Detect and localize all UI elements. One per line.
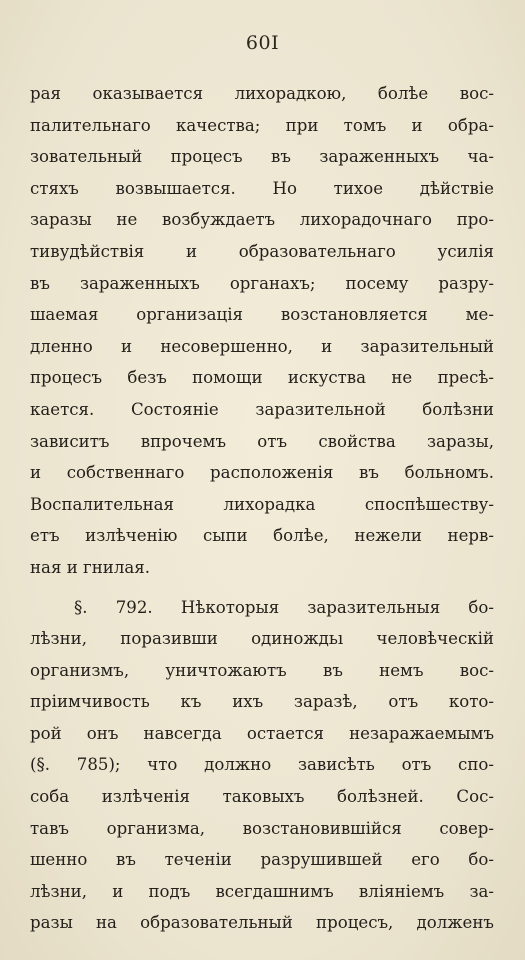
page-number: 60I (245, 32, 280, 54)
text-line: шенно въ теченіи разрушившей его бо- (30, 850, 494, 870)
text-line: организмъ, уничтожаютъ въ немъ вос- (30, 660, 494, 680)
text-line: зависитъ впрочемъ отъ свойства заразы, (30, 431, 494, 451)
text-line: лѣзни, и подъ всегдашнимъ вліяніемъ за- (30, 881, 494, 901)
text-line: стяхъ возвышается. Но тихое дѣйствіе (30, 178, 494, 198)
paragraph-2 (30, 592, 494, 940)
text-line: §. 792. Нѣкоторыя заразительныя бо- (74, 597, 494, 617)
text-line: соба излѣченія таковыхъ болѣзней. Сос- (30, 787, 494, 807)
text-line: процесъ безъ помощи искуства не пресѣ- (30, 368, 494, 388)
body-text (30, 78, 494, 939)
text-line: лѣзни, поразивши одинождьı человѣческій (30, 629, 494, 649)
text-line: и собственнаго расположенія въ больномъ. (30, 463, 494, 483)
text-line: рой онъ навсегда остается незаражаемымъ (30, 723, 494, 743)
text-line: зовательный процесъ въ зараженныхъ ча- (30, 147, 494, 167)
text-line: тавъ организма, возстановившійся совер- (30, 818, 494, 838)
text-line: тивудѣйствія и образовательнаго усилія (30, 241, 494, 261)
text-line: шаемая организація возстановляется ме- (30, 305, 494, 325)
text-line: дленно и несовершенно, и заразительный (30, 336, 494, 356)
text-line: Воспалительная лихорадка споспѣшеству- (30, 494, 494, 514)
text-line: разы на образовательный процесъ, долженъ (30, 913, 494, 933)
text-line: (§. 785); что должно зависѣть отъ спо- (30, 755, 494, 775)
paragraph-gap (30, 584, 494, 592)
paragraph-1 (30, 78, 494, 584)
text-line: ная и гнилая. (30, 557, 151, 577)
text-line: заразы не возбуждаетъ лихорадочнаго про- (30, 210, 494, 230)
text-line: въ зараженныхъ органахъ; посему разру- (30, 273, 494, 293)
text-line: етъ излѣченію сыпи болѣе, нежели нерв- (30, 526, 494, 546)
text-line: палительнаго качества; при томъ и обра- (30, 115, 494, 135)
text-line: пріимчивость къ ихъ заразѣ, отъ кото- (30, 692, 494, 712)
text-line: рая оказывается лихорадкою, болѣе вос- (30, 84, 494, 103)
text-line: кается. Состояніе заразительной болѣзни (30, 399, 494, 419)
